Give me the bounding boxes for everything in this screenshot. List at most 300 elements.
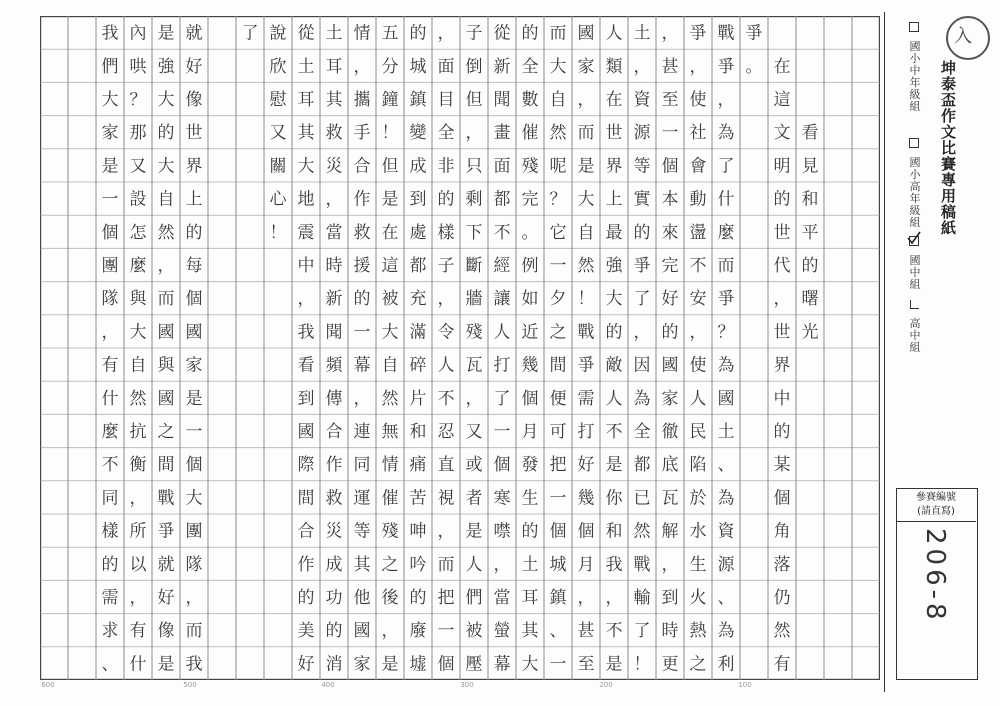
essay-character: 在 bbox=[773, 56, 791, 77]
essay-character: 斷 bbox=[465, 256, 483, 276]
essay-character: ！ bbox=[269, 222, 287, 243]
essay-character: 新 bbox=[493, 56, 511, 77]
essay-character: 打 bbox=[493, 355, 511, 376]
essay-character: 不 bbox=[437, 388, 455, 409]
option-senior-high[interactable] bbox=[906, 300, 922, 354]
essay-character: 內 bbox=[129, 23, 147, 44]
essay-character: 平 bbox=[801, 222, 819, 243]
essay-character: 災 bbox=[325, 521, 343, 542]
essay-character: 都 bbox=[409, 256, 427, 276]
essay-character: 明 bbox=[773, 156, 791, 177]
option-primary-upper[interactable] bbox=[906, 138, 922, 229]
option-label: 高中組 bbox=[908, 317, 921, 354]
essay-character: 爭 bbox=[157, 521, 175, 542]
essay-character: 落 bbox=[773, 554, 791, 575]
essay-character: 資 bbox=[717, 521, 735, 542]
essay-character: 五 bbox=[381, 23, 399, 44]
essay-character: 中 bbox=[773, 388, 791, 409]
essay-character: 不 bbox=[101, 455, 119, 476]
essay-character: ！ bbox=[577, 289, 595, 310]
essay-character: 墟 bbox=[409, 654, 427, 675]
essay-character: 設 bbox=[129, 189, 147, 210]
essay-character: 麼 bbox=[717, 222, 735, 243]
essay-character: 一 bbox=[437, 621, 455, 642]
essay-character: ， bbox=[185, 588, 203, 608]
essay-character: 新 bbox=[325, 289, 343, 310]
essay-character: 資 bbox=[633, 90, 651, 110]
essay-character: 連 bbox=[353, 422, 371, 442]
essay-character: 但 bbox=[381, 156, 399, 177]
essay-character: 都 bbox=[633, 455, 651, 476]
essay-character: 下 bbox=[465, 222, 483, 243]
essay-character: 了 bbox=[717, 156, 735, 177]
essay-character: 為 bbox=[717, 123, 735, 144]
essay-character: 、 bbox=[717, 588, 735, 608]
essay-character: 什 bbox=[717, 189, 735, 210]
essay-character: ， bbox=[493, 554, 511, 575]
essay-character: 國 bbox=[297, 422, 315, 442]
essay-character: 爭 bbox=[717, 289, 735, 310]
essay-character: 被 bbox=[381, 289, 399, 310]
essay-character: 他 bbox=[353, 588, 371, 608]
essay-character: 們 bbox=[465, 588, 483, 608]
essay-character: 又 bbox=[269, 123, 287, 144]
essay-character: ， bbox=[325, 189, 343, 210]
essay-character: ， bbox=[353, 388, 371, 409]
essay-character: 令 bbox=[437, 322, 455, 343]
essay-character: 幾 bbox=[577, 488, 595, 509]
essay-character: 然 bbox=[577, 256, 595, 276]
essay-character: 個 bbox=[549, 521, 567, 542]
manuscript-grid bbox=[40, 16, 880, 680]
essay-character: 敵 bbox=[605, 355, 623, 376]
essay-character: 類 bbox=[605, 56, 623, 77]
essay-character: 世 bbox=[605, 123, 623, 144]
essay-character: 同 bbox=[101, 488, 119, 509]
essay-character: 哄 bbox=[129, 56, 147, 77]
essay-character: 瓦 bbox=[465, 355, 483, 376]
essay-character: 那 bbox=[129, 123, 147, 144]
essay-character: 是 bbox=[157, 23, 175, 44]
essay-character: 利 bbox=[717, 654, 735, 675]
essay-character: 和 bbox=[409, 422, 427, 442]
essay-character: 幾 bbox=[521, 355, 539, 376]
essay-character: 隊 bbox=[185, 554, 203, 575]
essay-character: 見 bbox=[801, 156, 819, 177]
essay-character: 全 bbox=[521, 56, 539, 77]
essay-character: 救 bbox=[325, 123, 343, 144]
essay-character: 後 bbox=[381, 588, 399, 608]
essay-character: 甚 bbox=[577, 621, 595, 642]
scale-label: 400 bbox=[321, 681, 335, 689]
essay-character: 月 bbox=[521, 422, 539, 442]
essay-character: 麼 bbox=[129, 256, 147, 276]
essay-character: 一 bbox=[101, 189, 119, 210]
essay-character: 自 bbox=[577, 222, 595, 243]
essay-character: 一 bbox=[549, 654, 567, 675]
essay-character: 子 bbox=[465, 23, 483, 44]
essay-character: 就 bbox=[157, 554, 175, 575]
form-title: 坤泰盃作文比賽專用稿紙 bbox=[939, 60, 957, 236]
essay-character: 片 bbox=[409, 388, 427, 409]
essay-character: 個 bbox=[437, 654, 455, 675]
essay-character: 至 bbox=[577, 654, 595, 675]
essay-character: 或 bbox=[465, 455, 483, 476]
essay-character: ， bbox=[353, 56, 371, 77]
essay-character: 世 bbox=[773, 222, 791, 243]
essay-character: 然 bbox=[549, 123, 567, 144]
essay-character: 而 bbox=[185, 621, 203, 642]
essay-character: 個 bbox=[773, 488, 791, 509]
essay-character: 好 bbox=[661, 289, 679, 310]
essay-character: ， bbox=[465, 123, 483, 144]
essay-character: 耳 bbox=[297, 90, 315, 110]
checkbox-icon[interactable] bbox=[910, 300, 919, 309]
checkbox-icon[interactable] bbox=[909, 138, 919, 148]
essay-character: 自 bbox=[157, 189, 175, 210]
essay-character: 了 bbox=[493, 388, 511, 409]
essay-character: 以 bbox=[129, 554, 147, 575]
essay-character: 當 bbox=[493, 588, 511, 608]
essay-character: ？ bbox=[549, 189, 567, 210]
essay-character: 與 bbox=[129, 289, 147, 310]
essay-character: 處 bbox=[409, 222, 427, 243]
essay-character: 之 bbox=[689, 654, 707, 675]
essay-character: 等 bbox=[633, 156, 651, 177]
essay-character: 像 bbox=[185, 90, 203, 110]
essay-character: 是 bbox=[465, 521, 483, 542]
essay-character: 時 bbox=[325, 256, 343, 276]
essay-character: 爭 bbox=[745, 23, 763, 44]
essay-character: 甚 bbox=[661, 56, 679, 77]
essay-character: 國 bbox=[157, 322, 175, 343]
essay-character: 陷 bbox=[689, 455, 707, 476]
essay-character: 打 bbox=[577, 422, 595, 442]
essay-character: ， bbox=[129, 588, 147, 608]
essay-character: 作 bbox=[353, 189, 371, 210]
essay-character: 求 bbox=[101, 621, 119, 642]
essay-character: 讓 bbox=[493, 289, 511, 310]
essay-character: 爭 bbox=[717, 56, 735, 77]
scale-label: 500 bbox=[183, 681, 197, 689]
essay-character: 成 bbox=[325, 554, 343, 575]
essay-character: ， bbox=[577, 90, 595, 110]
essay-character: 我 bbox=[185, 654, 203, 675]
essay-character: 欣 bbox=[269, 56, 287, 77]
essay-character: 社 bbox=[689, 123, 707, 144]
essay-character: 看 bbox=[297, 355, 315, 376]
essay-character: 生 bbox=[521, 488, 539, 509]
essay-character: 界 bbox=[773, 355, 791, 376]
essay-character: 救 bbox=[353, 222, 371, 243]
essay-character: 運 bbox=[353, 488, 371, 509]
essay-character: 好 bbox=[185, 56, 203, 77]
essay-character: 從 bbox=[493, 23, 511, 44]
essay-character: 剩 bbox=[465, 189, 483, 210]
essay-character: 是 bbox=[101, 156, 119, 177]
essay-character: 是 bbox=[381, 189, 399, 210]
essay-character: 全 bbox=[437, 123, 455, 144]
essay-character: 的 bbox=[157, 123, 175, 144]
essay-character: 援 bbox=[353, 256, 371, 276]
essay-character: 手 bbox=[353, 123, 371, 144]
essay-character: ， bbox=[437, 289, 455, 310]
essay-character: 人 bbox=[605, 23, 623, 44]
essay-character: 這 bbox=[773, 90, 791, 110]
essay-character: 的 bbox=[101, 554, 119, 575]
essay-character: 了 bbox=[241, 23, 259, 44]
essay-character: 大 bbox=[297, 156, 315, 177]
essay-character: 城 bbox=[549, 554, 567, 575]
essay-character: 。 bbox=[745, 56, 763, 77]
essay-character: 土 bbox=[633, 23, 651, 44]
scale-label: 300 bbox=[460, 681, 474, 689]
essay-character: 某 bbox=[773, 455, 791, 476]
essay-character: 催 bbox=[381, 488, 399, 509]
essay-character: 間 bbox=[297, 488, 315, 509]
essay-character: 鎮 bbox=[409, 90, 427, 110]
essay-character: 人 bbox=[493, 322, 511, 343]
essay-character: 的 bbox=[661, 322, 679, 343]
essay-character: 然 bbox=[633, 521, 651, 542]
essay-character: 你 bbox=[605, 488, 623, 509]
essay-character: 角 bbox=[773, 521, 791, 542]
essay-character: 的 bbox=[353, 289, 371, 310]
essay-character: 幕 bbox=[493, 654, 511, 675]
essay-character: 不 bbox=[605, 422, 623, 442]
essay-character: 衡 bbox=[129, 455, 147, 476]
essay-character: 家 bbox=[577, 56, 595, 77]
essay-character: 人 bbox=[437, 355, 455, 376]
essay-character: 的 bbox=[605, 322, 623, 343]
essay-character: 面 bbox=[437, 56, 455, 77]
essay-character: 、 bbox=[101, 654, 119, 675]
essay-character: 苦 bbox=[409, 488, 427, 509]
essay-character: 為 bbox=[717, 621, 735, 642]
essay-character: 已 bbox=[633, 488, 651, 509]
essay-character: 個 bbox=[661, 156, 679, 177]
essay-character: 們 bbox=[101, 56, 119, 77]
essay-character: 把 bbox=[549, 455, 567, 476]
essay-character: 等 bbox=[353, 521, 371, 542]
essay-character: ， bbox=[605, 588, 623, 608]
essay-character: 一 bbox=[493, 422, 511, 442]
essay-character: 仍 bbox=[773, 588, 791, 608]
essay-character: 當 bbox=[325, 222, 343, 243]
essay-character: 聞 bbox=[493, 90, 511, 110]
essay-character: 有 bbox=[101, 355, 119, 376]
essay-character: 界 bbox=[605, 156, 623, 177]
essay-character: 而 bbox=[577, 123, 595, 144]
essay-character: 不 bbox=[689, 256, 707, 276]
essay-character: 然 bbox=[773, 621, 791, 642]
essay-character: 鐘 bbox=[381, 90, 399, 110]
essay-character: 而 bbox=[157, 289, 175, 310]
essay-character: 間 bbox=[549, 355, 567, 376]
essay-character: 之 bbox=[549, 322, 567, 343]
essay-character: 視 bbox=[437, 488, 455, 509]
essay-character: 耳 bbox=[325, 56, 343, 77]
essay-character: 和 bbox=[605, 521, 623, 542]
essay-character: 動 bbox=[689, 189, 707, 210]
option-primary-middle[interactable] bbox=[906, 22, 922, 113]
scale-label: 200 bbox=[599, 681, 613, 689]
essay-character: 又 bbox=[465, 422, 483, 442]
essay-character: 功 bbox=[325, 588, 343, 608]
essay-character: 我 bbox=[101, 23, 119, 44]
essay-character: 了 bbox=[633, 289, 651, 310]
essay-character: ？ bbox=[717, 322, 735, 343]
essay-character: 世 bbox=[185, 123, 203, 144]
essay-character: 面 bbox=[493, 156, 511, 177]
essay-character: 樣 bbox=[437, 222, 455, 243]
essay-character: 美 bbox=[297, 621, 315, 642]
option-junior-high[interactable] bbox=[906, 236, 922, 291]
essay-character: 到 bbox=[297, 388, 315, 409]
essay-character: 無 bbox=[381, 422, 399, 442]
essay-character: 分 bbox=[381, 56, 399, 77]
essay-character: 戰 bbox=[717, 23, 735, 44]
essay-character: 聞 bbox=[325, 322, 343, 343]
essay-character: 合 bbox=[325, 422, 343, 442]
essay-character: 直 bbox=[437, 455, 455, 476]
essay-character: 大 bbox=[381, 322, 399, 343]
option-label: 國小中年級組 bbox=[908, 40, 921, 113]
essay-character: 是 bbox=[605, 654, 623, 675]
essay-character: 的 bbox=[437, 189, 455, 210]
essay-character: 痛 bbox=[409, 455, 427, 476]
essay-character: 人 bbox=[689, 388, 707, 409]
essay-character: 吟 bbox=[409, 554, 427, 575]
essay-character: 個 bbox=[493, 455, 511, 476]
code-hint: (請直寫) bbox=[917, 506, 955, 517]
essay-character: 頻 bbox=[325, 355, 343, 376]
essay-character: 土 bbox=[325, 23, 343, 44]
essay-character: 就 bbox=[185, 23, 203, 44]
essay-character: 碎 bbox=[409, 355, 427, 376]
essay-character: ！ bbox=[633, 654, 651, 675]
essay-character: 的 bbox=[521, 521, 539, 542]
essay-character: 殘 bbox=[521, 156, 539, 177]
essay-character: 光 bbox=[801, 322, 819, 343]
essay-character: 戰 bbox=[157, 488, 175, 509]
essay-character: 在 bbox=[605, 90, 623, 110]
essay-character: ， bbox=[465, 388, 483, 409]
essay-character: 災 bbox=[325, 156, 343, 177]
essay-character: 自 bbox=[549, 90, 567, 110]
essay-character: 盪 bbox=[689, 222, 707, 243]
essay-character: 家 bbox=[353, 654, 371, 675]
essay-character: 催 bbox=[521, 123, 539, 144]
essay-character: 熱 bbox=[689, 621, 707, 642]
essay-character: 爭 bbox=[633, 256, 651, 276]
essay-character: 輸 bbox=[633, 588, 651, 608]
essay-character: 隊 bbox=[101, 289, 119, 310]
essay-character: 土 bbox=[297, 56, 315, 77]
essay-character: 作 bbox=[325, 455, 343, 476]
essay-character: 其 bbox=[325, 90, 343, 110]
essay-character: ， bbox=[661, 23, 679, 44]
essay-character: 忍 bbox=[437, 422, 455, 442]
essay-character: 成 bbox=[409, 156, 427, 177]
essay-character: ， bbox=[437, 521, 455, 542]
essay-character: 上 bbox=[185, 189, 203, 210]
essay-character: 什 bbox=[129, 654, 147, 675]
essay-character: 消 bbox=[325, 654, 343, 675]
essay-character: 耳 bbox=[521, 588, 539, 608]
essay-character: 合 bbox=[353, 156, 371, 177]
essay-character: 是 bbox=[381, 654, 399, 675]
essay-character: 國 bbox=[661, 355, 679, 376]
essay-character: 呢 bbox=[549, 156, 567, 177]
essay-character: 爭 bbox=[577, 355, 595, 376]
essay-character: 火 bbox=[689, 588, 707, 608]
essay-character: 發 bbox=[521, 455, 539, 476]
checkbox-icon[interactable] bbox=[909, 22, 919, 32]
essay-character: ， bbox=[633, 56, 651, 77]
essay-character: ， bbox=[633, 322, 651, 343]
essay-character: 而 bbox=[717, 256, 735, 276]
essay-character: 關 bbox=[269, 156, 287, 177]
essay-character: 為 bbox=[717, 488, 735, 509]
essay-character: 家 bbox=[101, 123, 119, 144]
essay-character: 呻 bbox=[409, 521, 427, 542]
essay-character: 然 bbox=[157, 222, 175, 243]
essay-character: 民 bbox=[689, 422, 707, 442]
essay-character: 像 bbox=[157, 621, 175, 642]
essay-character: 之 bbox=[157, 422, 175, 442]
essay-character: 其 bbox=[521, 621, 539, 642]
checked-box-icon[interactable] bbox=[909, 236, 919, 246]
essay-character: 好 bbox=[297, 654, 315, 675]
essay-character: 解 bbox=[661, 521, 679, 542]
essay-character: 傳 bbox=[325, 388, 343, 409]
essay-character: 個 bbox=[521, 388, 539, 409]
essay-character: 瓦 bbox=[661, 488, 679, 509]
essay-character: 這 bbox=[381, 256, 399, 276]
essay-character: 情 bbox=[353, 23, 371, 44]
essay-character: 國 bbox=[157, 388, 175, 409]
essay-character: ！ bbox=[381, 123, 399, 144]
essay-character: 和 bbox=[801, 189, 819, 210]
essay-character: 的 bbox=[773, 189, 791, 210]
essay-character: 非 bbox=[437, 156, 455, 177]
essay-character: 一 bbox=[549, 488, 567, 509]
essay-character: 個 bbox=[185, 455, 203, 476]
essay-character: 家 bbox=[185, 355, 203, 376]
essay-character: 是 bbox=[577, 156, 595, 177]
essay-character: ， bbox=[297, 289, 315, 310]
essay-character: 有 bbox=[129, 621, 147, 642]
essay-character: 攜 bbox=[353, 90, 371, 110]
essay-character: 經 bbox=[493, 256, 511, 276]
essay-character: 看 bbox=[801, 123, 819, 144]
essay-character: 際 bbox=[297, 455, 315, 476]
essay-character: 城 bbox=[409, 56, 427, 77]
essay-character: 戰 bbox=[577, 322, 595, 343]
essay-character: 其 bbox=[353, 554, 371, 575]
essay-character: 畫 bbox=[493, 123, 511, 144]
essay-character: 大 bbox=[157, 156, 175, 177]
essay-character: ， bbox=[717, 90, 735, 110]
essay-character: 完 bbox=[521, 189, 539, 210]
essay-character: 自 bbox=[381, 355, 399, 376]
essay-character: 說 bbox=[269, 23, 287, 44]
essay-character: 需 bbox=[101, 588, 119, 608]
essay-character: 因 bbox=[633, 355, 651, 376]
essay-character: 於 bbox=[689, 488, 707, 509]
essay-character: 從 bbox=[297, 23, 315, 44]
